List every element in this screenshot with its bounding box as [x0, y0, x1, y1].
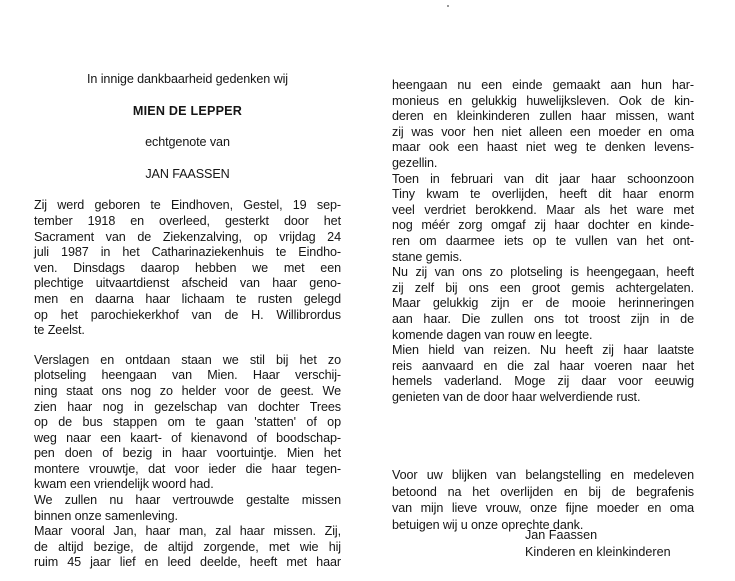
text-line: te Zeelst. [34, 323, 85, 338]
text-line: Sacrament van de Ziekenzalving, op vrijdag 24 [34, 229, 341, 244]
text-line: stane gemis. [392, 249, 463, 264]
text-line: heengaan nu een einde gemaakt aan hun har- [392, 78, 694, 92]
text-line: tember 1918 en overleed, gesterkt door het [34, 213, 341, 228]
text-line: de altijd bezige, de altijd zorgende, met wie hij [34, 539, 341, 554]
text-line: men en daarna haar lichaam te rusten gelegd [34, 291, 341, 306]
text-line: Verslagen en ontdaan staan we stil bij het zo [34, 352, 341, 367]
text-line: ning staat ons nog zo helder voor de geest. We [34, 383, 341, 398]
text-line: ruim 45 jaar lief en leed deelde, heeft met haar [34, 555, 341, 570]
text-line: Maar gelukkig zijn er de mooie herinneringen [392, 296, 694, 311]
paragraph-family [392, 78, 694, 172]
text-line: betuigen wij u onze oprechte dank. [392, 517, 584, 532]
text-line: monieus en gelukkig huwelijksleven. Ook de kin- [392, 93, 694, 108]
text-line: betoond na het overlijden en bij de begrafenis [392, 484, 694, 499]
text-line: reis aanvaard en die zal haar voeren naar het [392, 358, 694, 373]
text-line: plechtige uitvaartdienst afscheid van haar geno- [34, 276, 341, 291]
text-line: ren om daarmee iets op te vullen van het ont- [392, 233, 694, 248]
text-line: op de bus stappen om te gaan 'statten' of op [34, 415, 341, 430]
text-line: genieten van de door haar welverdiende rust. [392, 389, 641, 404]
text-line: zien haar nog in gezelschap van dochter Trees [34, 399, 341, 414]
text-line: Voor uw blijken van belangstelling en medeleven [392, 468, 694, 483]
text-line: Mien hield van reizen. Nu heeft zij haar laatste [392, 343, 694, 358]
text-line: zij was voor hen niet alleen een moeder en oma [392, 124, 694, 139]
text-line: gezellin. [392, 155, 438, 170]
paragraph-community [34, 493, 341, 524]
text-line: binnen onze samenleving. [34, 508, 178, 523]
signature-block [525, 527, 671, 561]
text-line: Zij werd geboren te Eindhoven, Gestel, 19 sep- [34, 198, 341, 213]
signature-name: Jan Faassen [525, 528, 598, 542]
text-line: aan haar. Die zullen ons tot troost zijn in de [392, 311, 694, 326]
text-line: deren en kleinkinderen zullen haar missen, want [392, 109, 694, 124]
paragraph-husband [34, 524, 341, 571]
text-line: Toen in februari van dit jaar haar schoonzoon [392, 171, 694, 186]
text-line: Nu zij van ons zo plotseling is heengegaan, heeft [392, 265, 694, 280]
paragraph-son-in-law [392, 172, 694, 266]
paragraph-memories [34, 353, 341, 493]
scan-speck [447, 5, 449, 7]
text-line: hemels vaderland. Moge zij daar voor eeuwig [392, 374, 694, 389]
intro-line: In innige dankbaarheid gedenken wij [87, 72, 288, 86]
paragraph-loss [392, 265, 694, 343]
text-line: maar ook een haast niet weg te denken levens- [392, 140, 694, 155]
text-line: van mijn lieve vrouw, onze fijne moeder en oma [392, 501, 694, 516]
text-line: plotseling heengaan van Mien. Haar verschij- [34, 368, 341, 383]
signature-family: Kinderen en kleinkinderen [525, 545, 671, 559]
text-line: komende dagen van rouw en leegte. [392, 327, 593, 342]
paragraph-thanks [392, 467, 694, 533]
paragraph-journey [392, 343, 694, 405]
text-line: juli 1987 in het Catharinaziekenhuis te Eindho- [34, 245, 341, 260]
spouse-name: JAN FAASSEN [145, 166, 230, 181]
text-line: nog méér zorg omgaf zij haar dochter en kinde- [392, 218, 694, 233]
text-line: ven. Dinsdags daarop hebben we met een [34, 260, 341, 275]
text-line: zij zelf bij ons een groot gemis achtergelaten. [392, 280, 694, 295]
text-line: pen doen of bezig in haar voortuintje. Mien het [34, 446, 341, 461]
text-line: weg naar een kaart- of kienavond of boodschap- [34, 430, 341, 445]
text-line: veel verdriet berokkend. Maar als het ware met [392, 202, 694, 217]
text-line: Maar vooral Jan, haar man, zal haar missen. Zij, [34, 524, 341, 539]
text-line: kwam een vriendelijk woord had. [34, 477, 214, 492]
right-column [392, 78, 694, 533]
text-line: Tiny kwam te overlijden, heeft dit haar enorm [392, 187, 694, 202]
text-line: op het parochiekerkhof van de H. Willibrordus [34, 307, 341, 322]
paragraph-biography [34, 198, 341, 338]
text-line: montere vrouwtje, dat voor ieder die haar tegen- [34, 461, 341, 476]
spouse-label: echtgenote van [145, 135, 230, 150]
left-column [34, 72, 341, 571]
deceased-name: MIEN DE LEPPER [132, 103, 243, 118]
text-line: We zullen nu haar vertrouwde gestalte missen [34, 493, 341, 508]
